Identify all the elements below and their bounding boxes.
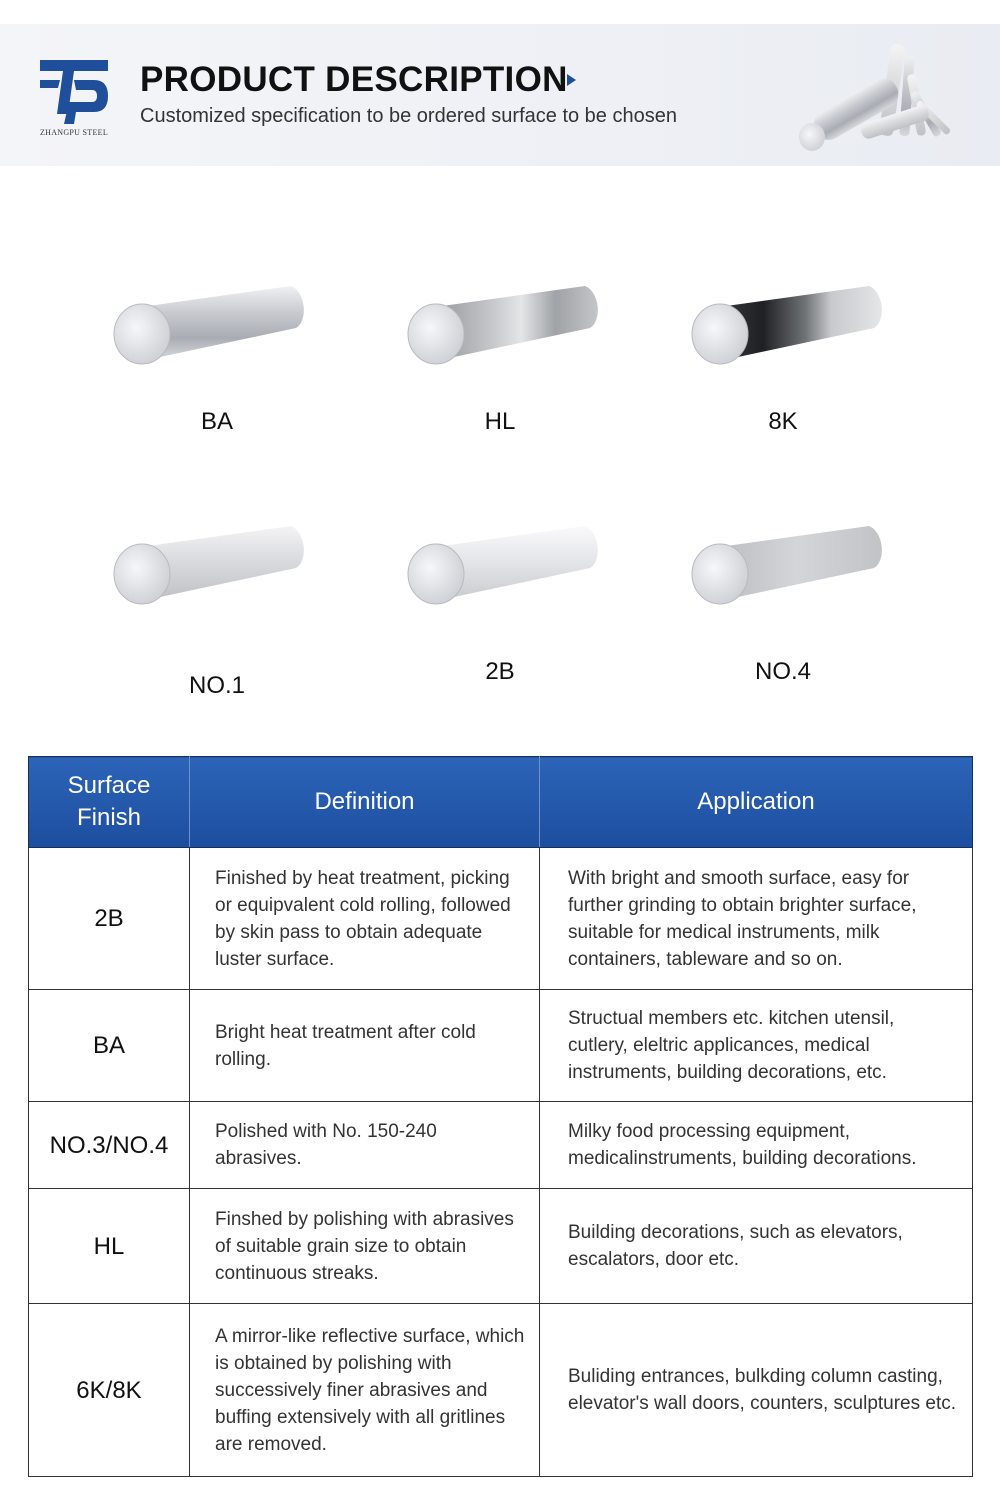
cell-application: Milky food processing equipment, medicalinstruments, building decorations. xyxy=(540,1102,973,1189)
rod-label-8k: 8K xyxy=(768,408,798,435)
column-header-surface-finish: Surface Finish xyxy=(29,757,190,848)
cell-definition: Finshed by polishing with abrasives of suitable grain size to obtain continuous streaks. xyxy=(190,1189,540,1304)
cell-application: With bright and smooth surface, easy for further grinding to obtain brighter surface, suitable for medical instruments, milk containers, tableware and so on. xyxy=(540,848,973,990)
cell-definition: Finished by heat treatment, picking or equipvalent cold rolling, followed by skin pass to obtain adequate luster surface. xyxy=(190,848,540,990)
table-header-row xyxy=(29,757,973,848)
logo-text: ZHANGPU STEEL xyxy=(39,128,109,137)
page-subtitle: Customized specification to be ordered surface to be chosen xyxy=(140,105,677,127)
cell-definition: Bright heat treatment after cold rolling. xyxy=(190,990,540,1102)
cell-finish: HL xyxy=(29,1189,190,1304)
cell-application: Building decorations, such as elevators, escalators, door etc. xyxy=(540,1189,973,1304)
table-row xyxy=(29,848,973,990)
column-header-application: Application xyxy=(540,757,973,848)
cell-definition: Polished with No. 150-240 abrasives. xyxy=(190,1102,540,1189)
table-row xyxy=(29,1189,973,1304)
rod-label-2b: 2B xyxy=(485,658,515,685)
cell-finish: 6K/8K xyxy=(29,1304,190,1477)
cell-finish: BA xyxy=(29,990,190,1102)
column-header-definition: Definition xyxy=(190,757,540,848)
page-title: PRODUCT DESCRIPTION xyxy=(140,60,568,99)
rod-2b-image xyxy=(400,518,610,608)
table-row xyxy=(29,1102,973,1189)
title-arrow-icon xyxy=(567,74,576,86)
table-row xyxy=(29,990,973,1102)
cell-definition: A mirror-like reflective surface, which is obtained by polishing with successively finer abrasives and buffing extensively with all gritlines are removed. xyxy=(190,1304,540,1477)
rod-hl-image xyxy=(400,278,610,368)
rod-label-no4: NO.4 xyxy=(754,658,811,685)
surface-finish-table xyxy=(28,756,973,1477)
steel-rods-image xyxy=(790,34,960,159)
rod-label-no1: NO.1 xyxy=(188,672,245,699)
rod-label-ba: BA xyxy=(200,408,233,435)
rod-no1-image xyxy=(106,518,316,608)
cell-application: Buliding entrances, bulkding column casting, elevator's wall doors, counters, sculptures etc. xyxy=(540,1304,973,1477)
rod-no4-image xyxy=(684,518,894,608)
cell-finish: 2B xyxy=(29,848,190,990)
rod-label-hl: HL xyxy=(484,408,516,435)
cell-finish: NO.3/NO.4 xyxy=(29,1102,190,1189)
rod-ba-image xyxy=(106,278,316,368)
cell-application: Structual members etc. kitchen utensil, cutlery, eleltric applicances, medical instruments, building decorations, etc. xyxy=(540,990,973,1102)
header-banner xyxy=(0,24,1000,166)
table-row xyxy=(29,1304,973,1477)
rod-8k-image xyxy=(684,278,894,368)
